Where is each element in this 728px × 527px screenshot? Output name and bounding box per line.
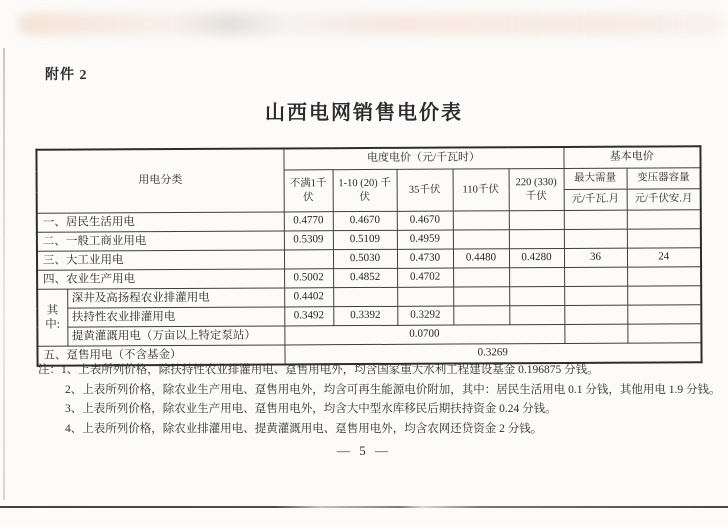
- footnotes: [38, 361, 721, 439]
- price-cell: [509, 267, 564, 286]
- price-cell: 0.4959: [397, 230, 453, 249]
- price-cell: [509, 210, 564, 229]
- header-basic-price-group: 基本电价: [563, 146, 700, 168]
- header-voltage-35kv: 35千伏: [397, 169, 453, 211]
- header-energy-price-group: 电度电价（元/千瓦时）: [283, 147, 563, 170]
- footnote-line: [38, 361, 702, 381]
- price-cell: 0.4770: [284, 212, 333, 231]
- price-cell: [627, 324, 701, 343]
- price-cell: 0.4670: [333, 211, 397, 230]
- footnote-prefix: 注：: [38, 364, 61, 376]
- row-label: 一、居民生活用电: [37, 212, 284, 232]
- price-cell: [509, 305, 564, 324]
- price-cell: [453, 211, 509, 230]
- price-cell: [453, 230, 509, 249]
- row-label: 四、农业生产用电: [37, 269, 284, 289]
- price-cell: [397, 287, 453, 306]
- price-cell: [453, 287, 509, 306]
- price-cell: [627, 210, 701, 229]
- price-cell: 0.5109: [333, 230, 397, 249]
- footnote-line: [38, 400, 702, 420]
- footnote-line: [38, 381, 721, 401]
- price-cell: [453, 306, 509, 325]
- price-cell: [333, 287, 397, 306]
- header-voltage-110kv: 110千伏: [453, 169, 509, 211]
- footnote-text: 3、上表所列价格，除农业生产用电、趸售用电外，均含大中型水库移民后期扶持资金 0.24 分钱。: [65, 403, 557, 415]
- price-table-wrapper: [35, 145, 702, 366]
- price-cell: 0.4852: [333, 268, 397, 287]
- price-cell: [627, 229, 701, 248]
- price-cell: 0.4480: [453, 249, 509, 268]
- price-cell: [627, 267, 701, 286]
- price-cell: 36: [564, 248, 627, 267]
- footnote-line: [38, 420, 702, 440]
- price-cell: 0.4402: [284, 288, 333, 307]
- price-cell-merged: 0.3269: [284, 343, 701, 365]
- attachment-label: 附件 2: [45, 68, 88, 83]
- price-cell: 0.3292: [397, 306, 453, 325]
- price-cell: 0.5030: [333, 249, 397, 268]
- price-cell: 0.3492: [284, 307, 333, 326]
- price-cell: [509, 229, 564, 248]
- scan-artifact-top-band: [18, 13, 726, 35]
- price-cell: [284, 250, 333, 269]
- header-transformer-capacity: 变压器容量: [627, 168, 701, 189]
- scan-artifact-bottom-line: [0, 506, 728, 508]
- row-label: 三、大工业用电: [37, 250, 284, 270]
- price-cell: [627, 305, 701, 324]
- price-cell: [509, 286, 564, 305]
- footnote-text: 2、上表所列价格，除农业生产用电、趸售用电外，均含可再生能源电价附加，其中：居民生活用电 0.1 分钱，其他用电 1.9 分钱。: [65, 383, 721, 396]
- header-voltage-under1kv: 不满1千伏: [284, 170, 333, 212]
- price-cell: 0.4702: [397, 268, 453, 287]
- price-cell: 0.3392: [333, 306, 397, 325]
- header-voltage-220kv: 220 (330) 千伏: [509, 168, 564, 210]
- header-classification: 用电分类: [36, 148, 283, 213]
- header-transformer-capacity-unit: 元/千伏安.月: [627, 189, 701, 210]
- price-cell: 0.4730: [397, 249, 453, 268]
- price-cell-merged: 0.0700: [284, 324, 564, 344]
- price-cell: 0.4670: [397, 211, 453, 230]
- row-label: 提黄灌溉用电（万亩以上特定泵站）: [67, 326, 284, 346]
- footnote-text: 4、上表所列价格，除农业排灌用电、提黄灌溉用电、趸售用电外，均含农网还贷资金 2 分钱。: [65, 422, 543, 435]
- price-cell: [564, 267, 627, 286]
- row-label: 五、趸售用电（不含基金）: [37, 345, 284, 366]
- price-cell: [453, 268, 509, 287]
- group-label-among-which: 其中:: [37, 289, 67, 346]
- price-cell: 0.5309: [284, 231, 333, 250]
- price-cell: 0.5002: [284, 269, 333, 288]
- row-label: 二、一般工商业用电: [37, 231, 284, 251]
- price-cell: [627, 286, 701, 305]
- price-cell: [564, 324, 627, 343]
- price-cell: [564, 305, 627, 324]
- document-title: 山西电网销售电价表: [265, 102, 463, 124]
- header-voltage-1-10kv: 1-10 (20) 千伏: [333, 169, 397, 211]
- row-label: 扶持性农业排灌用电: [67, 307, 284, 327]
- price-cell: [564, 229, 627, 248]
- price-cell: [564, 286, 627, 305]
- header-max-demand-unit: 元/千瓦.月: [564, 189, 627, 210]
- page-number: — 5 —: [337, 443, 391, 458]
- price-table: [35, 145, 702, 366]
- header-max-demand: 最大需量: [564, 168, 627, 189]
- price-cell: 0.4280: [509, 248, 564, 267]
- row-label: 深井及高扬程农业排灌用电: [67, 288, 284, 308]
- price-cell: 24: [627, 248, 701, 267]
- price-cell: [564, 210, 627, 229]
- footnote-text: 1、上表所列价格，除扶持性农业排灌用电、趸售用电外，均含国家重大水利工程建设基金 0.196875 分钱。: [61, 364, 599, 376]
